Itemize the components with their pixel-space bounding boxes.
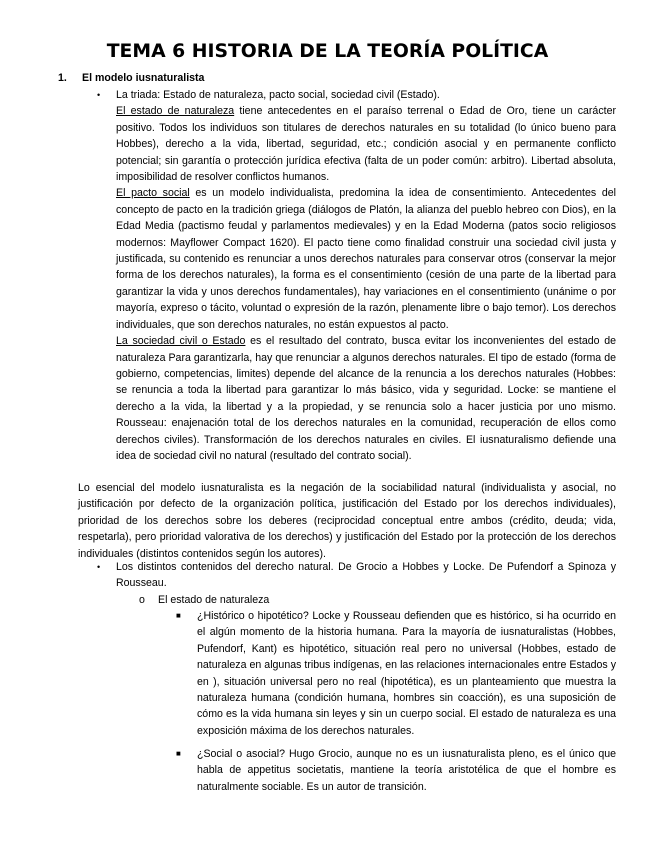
paragraph-estado-naturaleza <box>116 103 616 185</box>
section-heading-text: El modelo iusnaturalista <box>82 72 205 84</box>
bullet-1-lead: La triada: Estado de naturaleza, pacto social, sociedad civil (Estado). <box>116 89 440 101</box>
sub-heading <box>158 592 616 608</box>
bullet-2-lead: Los distintos contenidos del derecho natural. De Grocio a Hobbes y Locke. De Pufendorf a Spinoza y Rousseau. <box>116 561 616 590</box>
term-sociedad-civil: La sociedad civil o Estado <box>116 335 246 348</box>
section-heading <box>58 70 204 86</box>
item-social <box>197 746 616 795</box>
bullet-2 <box>116 559 616 592</box>
sub-bullet-marker: o <box>139 594 145 606</box>
summary-paragraph: Lo esencial del modelo iusnaturalista es la negación de la sociabilidad natural (individualista y asocial, no justificación por defecto de la organización política, justificación del Estado por los derechos individuales), prioridad de los derechos sobre los deberes (reciprocidad conceptual entre ambos (crédito, deuda; vida, respetarla), pero prioridad valorativa de los derechos) y justificación del Estado por la protección de los derechos individuales (distintos contenidos según los autores). <box>78 482 616 560</box>
square-marker: ■ <box>176 611 181 620</box>
page-title: TEMA 6 HISTORIA DE LA TEORÍA POLÍTICA <box>106 41 549 62</box>
bullet-marker: • <box>97 90 101 100</box>
sub-heading-text: El estado de naturaleza <box>158 594 270 606</box>
square-marker: ■ <box>176 749 181 758</box>
paragraph-sociedad-civil-text: es el resultado del contrato, busca evitar los inconvenientes del estado de naturaleza Para garantizarla, hay que renunciar a algunos derechos naturales. El tipo de estado (forma de gobierno, competencias, limites) depende del alcance de la renuncia a los derechos naturales (Hobbes: se renuncia a toda la libertad para garantizar lo más básico, vida y seguridad. Locke: se mantiene el derecho a la vida, la libertad y a la propiedad, y se renuncia solo a hacer justicia por uno mismo. Rousseau: enajenación total de los derechos naturales en la comunidad, recuperación de ellos como derechos civiles). Transformación de los derechos naturales en civiles. El iusnaturalismo defiende una idea de sociedad civil no natural (resultado del contrato social). <box>116 335 616 462</box>
term-pacto-social: El pacto social <box>116 187 190 200</box>
paragraph-estado-naturaleza-text: tiene antecedentes en el paraíso terrenal o Edad de Oro, tiene un carácter positivo. Todos los individuos son titulares de derechos naturales en su totalidad (lo único bueno para Hobbes), derecho a la vida, libertad, seguridad, etc.; condición asocial y en permanente conflicto potencial; sin garantía o protección jurídica efectiva (falta de un poder común: arbitro). Libertad absoluta, imposibilidad de resolver conflictos humanos. <box>116 105 616 184</box>
item-historico <box>197 608 616 739</box>
summary-block <box>78 480 616 562</box>
item-historico-text: ¿Histórico o hipotético? Locke y Rousseau defienden que es histórico, si ha ocurrido en el algún momento de la historia humana. Para la mayoría de iusnaturalistas (Hobbes, Pufendorf, Kant) es hipotético, situación real pero no universal (Hobbes, estado de naturaleza en algunas tribus indígenas, en las relaciones internacionales entre Estados y en ), situación universal pero no real (hipotética), es un planteamiento que muestra la naturaleza humana (condición humana, hombres sin coacción), es una suposición de cómo es la vida humana sin leyes y sin un cuerpo social. El estado de naturaleza es una exposición máxima de los derechos naturales. <box>197 610 616 737</box>
item-social-text: ¿Social o asocial? Hugo Grocio, aunque no es un iusnaturalista pleno, es el único que habla de appetitus societatis, mantiene la teoría aristotélica de que el hombre es naturalmente sociable. Es un autor de transición. <box>197 748 616 793</box>
paragraph-pacto-social <box>116 185 616 333</box>
bullet-1 <box>116 87 616 464</box>
paragraph-pacto-social-text: es un modelo individualista, predomina la idea de consentimiento. Antecedentes del concepto de pacto en la tradición griega (diálogos de Platón, la alianza del pueblo hebreo con Dios), en la Edad Media (pactismo feudal y parlamentos medievales) y en la Edad Moderna (patos socio religiosos modernos: Mayflower Compact 1620). El pacto tiene como finalidad construir una sociedad civil justa y justificada, su contenido es renunciar a unos derechos naturales para conservar otros (conservar la mejor forma de los derechos naturales), la forma es el consentimiento (cesión de una parte de la libertad para garantizar la vida y unos derechos fundamentales), hay variaciones en el consentimiento (unánime o por mayoría, expreso o tácito, voluntad o expresión de la razón, plenamente libre o bajo temor). Los derechos individuales, que son derechos naturales, no están expuestos al pacto. <box>116 187 616 331</box>
term-estado-naturaleza: El estado de naturaleza <box>116 105 235 118</box>
paragraph-sociedad-civil <box>116 333 616 464</box>
bullet-marker: • <box>97 562 101 572</box>
section-number: 1. <box>58 72 67 84</box>
